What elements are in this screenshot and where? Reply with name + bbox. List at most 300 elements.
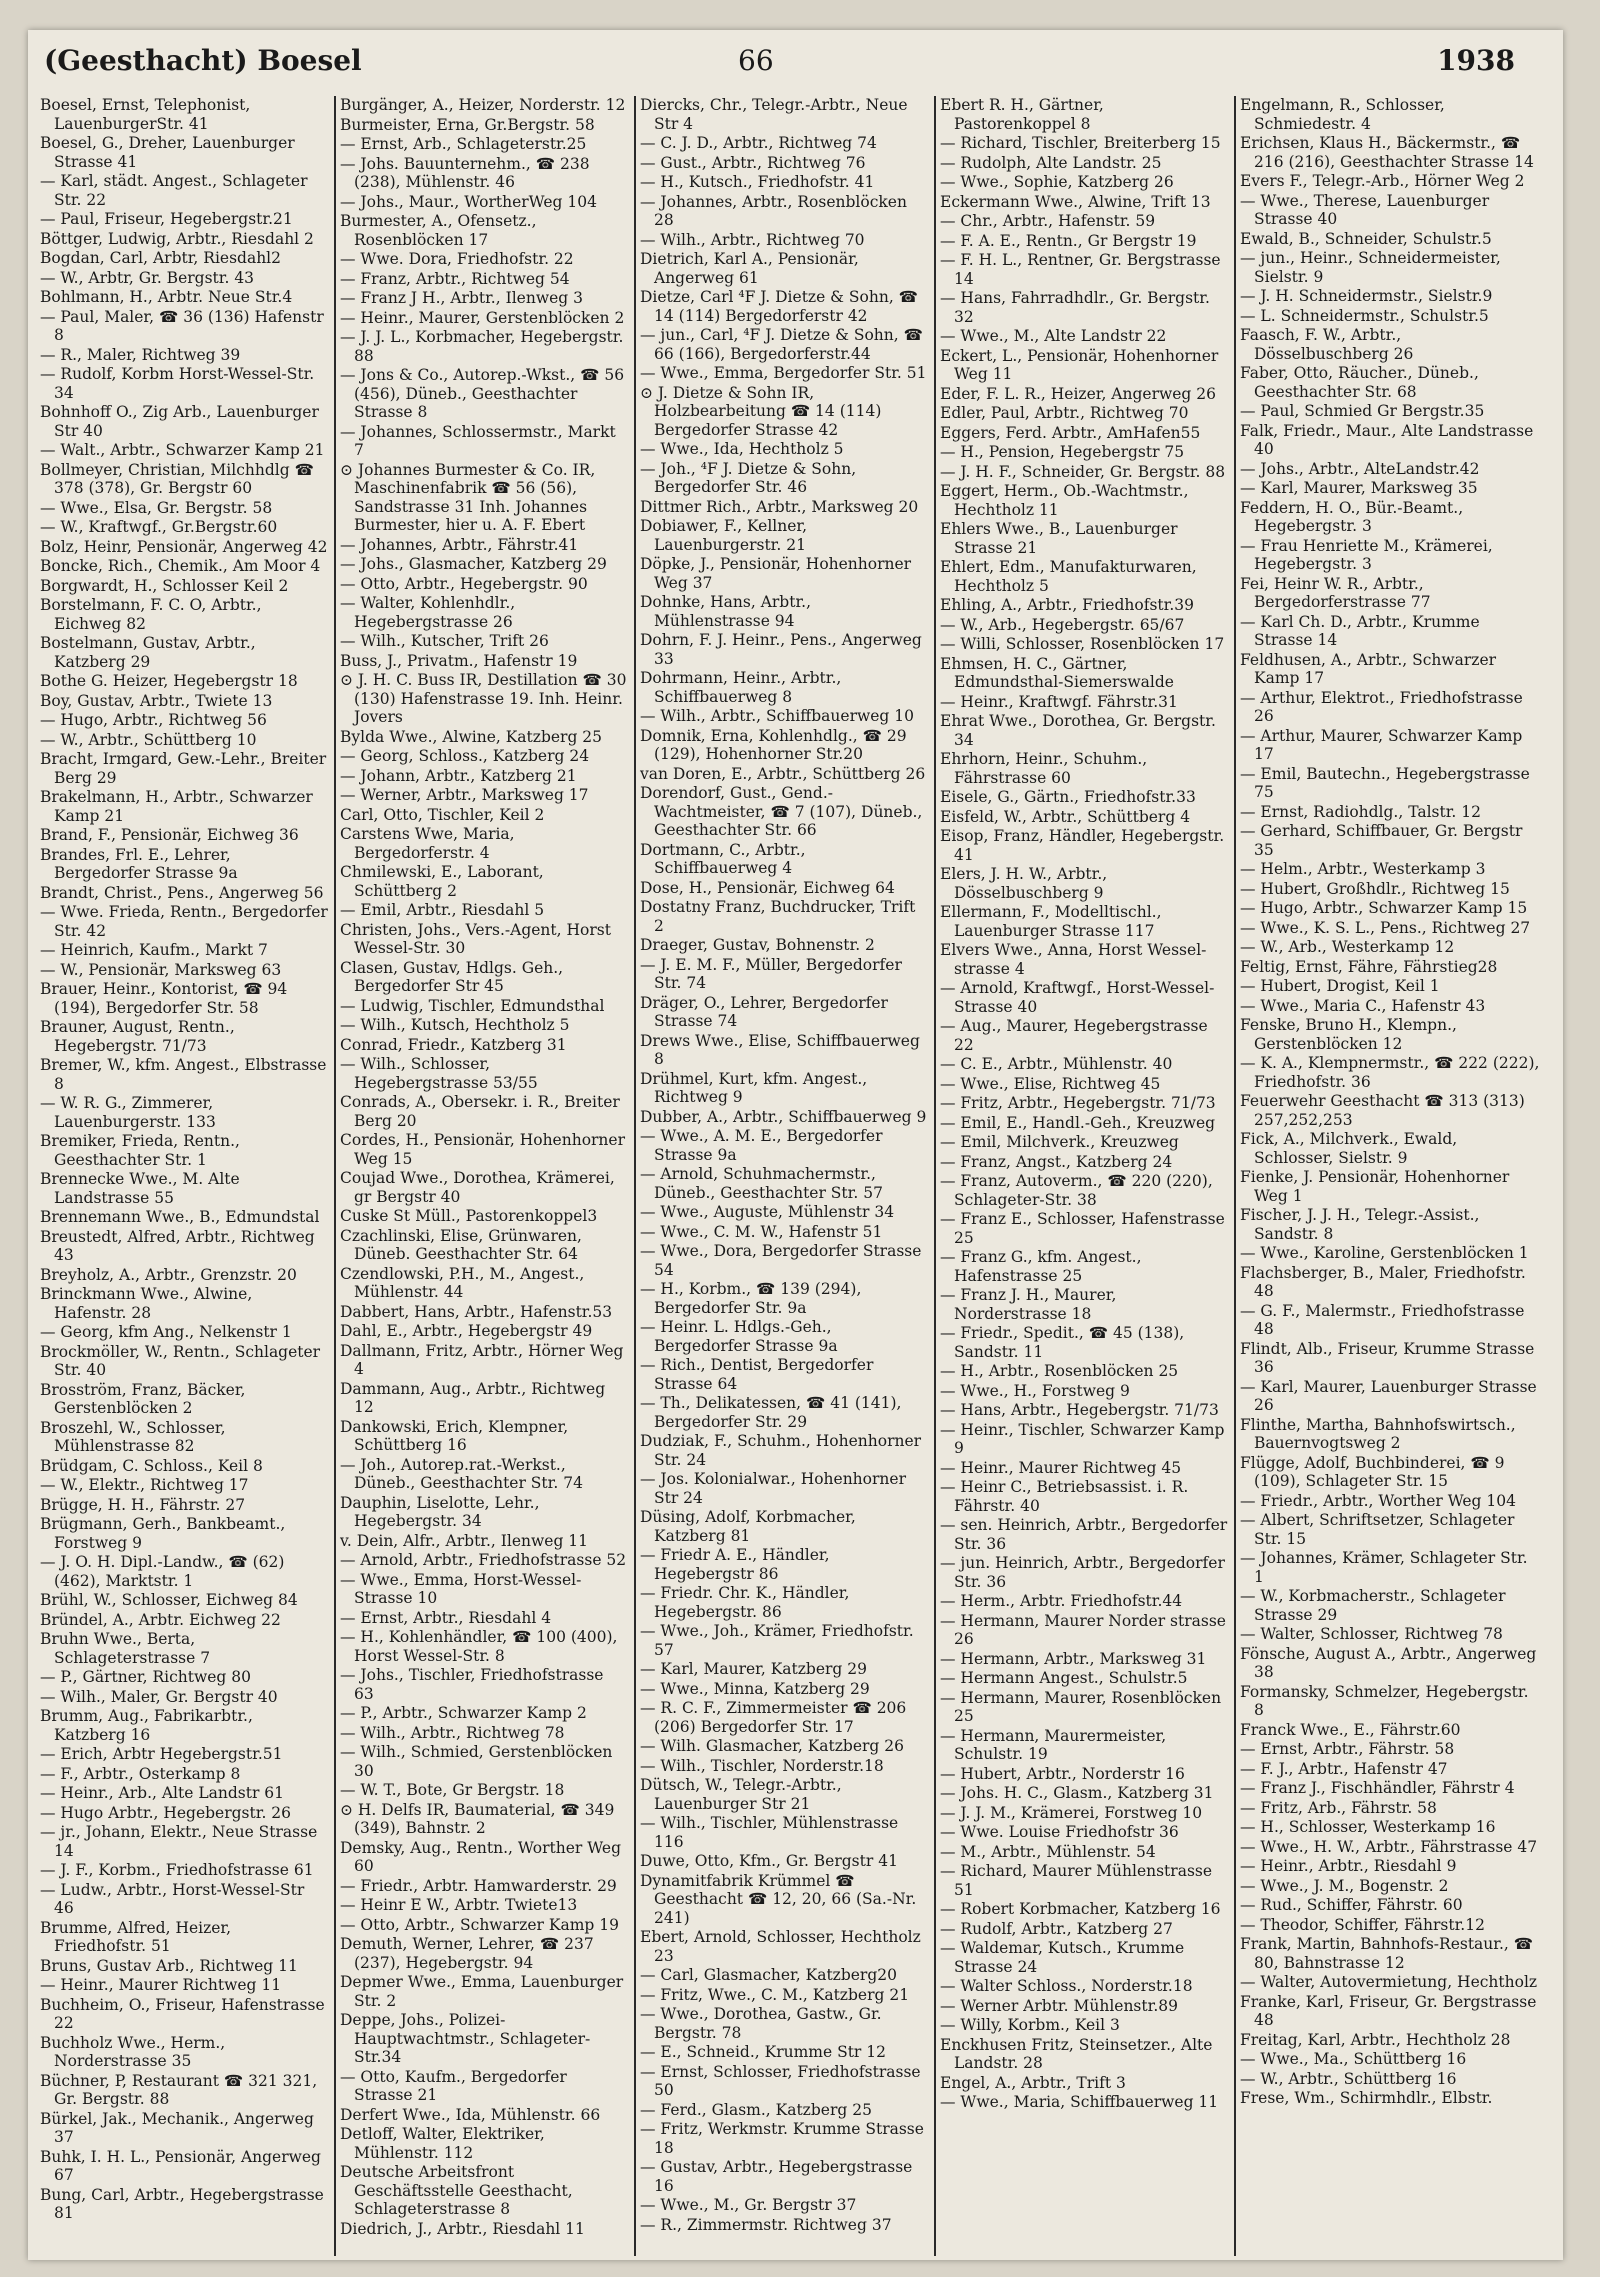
directory-entry: — Wwe., Karoline, Gerstenblöcken 1 bbox=[1240, 1244, 1529, 1262]
directory-entry: — Karl, Maurer, Katzberg 29 bbox=[640, 1660, 867, 1678]
directory-entry: Franke, Karl, Friseur, Gr. Bergstrasse 48 bbox=[1240, 1992, 1537, 2029]
directory-entry: — Wilh., Tischler, Mühlenstrasse 116 bbox=[640, 1814, 899, 1851]
directory-entry: — H., Schlosser, Westerkamp 16 bbox=[1240, 1818, 1496, 1836]
directory-entry: Boy, Gustav, Arbtr., Twiete 13 bbox=[40, 691, 273, 710]
directory-entry: — Richard, Maurer Mühlenstrasse 51 bbox=[940, 1862, 1213, 1899]
directory-entry: Fönsche, August A., Arbtr., Angerweg 38 bbox=[1240, 1644, 1537, 1681]
directory-entry: Broszehl, W., Schlosser, Mühlenstrasse 82 bbox=[40, 1418, 226, 1455]
directory-entry: — C. J. D., Arbtr., Richtweg 74 bbox=[640, 134, 877, 152]
directory-entry: Eckermann Wwe., Alwine, Trift 13 bbox=[940, 192, 1211, 211]
directory-entry: — Wilh., Schmied, Gerstenblöcken 30 bbox=[340, 1743, 613, 1780]
directory-entry: — Wwe., H. W., Arbtr., Fährstrasse 47 bbox=[1240, 1837, 1538, 1856]
directory-entry: — Emil, Milchverk., Kreuzweg bbox=[940, 1133, 1179, 1151]
directory-entry: Feddern, H. O., Bür.-Beamt., Hegebergstr. 3 bbox=[1240, 498, 1464, 535]
directory-entry: Conrad, Friedr., Katzberg 31 bbox=[340, 1035, 567, 1054]
directory-entry: — Frau Henriette M., Krämerei, Hegebergstr. 3 bbox=[1240, 536, 1493, 573]
directory-entry: — Rich., Dentist, Bergedorfer Strasse 64 bbox=[640, 1356, 874, 1393]
directory-entry: Bürkel, Jak., Mechanik., Angerweg 37 bbox=[40, 2109, 314, 2146]
directory-entry: Fenske, Bruno H., Klempn., Gerstenblöcken 12 bbox=[1240, 1016, 1457, 1053]
directory-entry: — Fritz, Werkmstr. Krumme Strasse 18 bbox=[640, 2120, 924, 2157]
directory-entry: — Hermann Angest., Schulstr.5 bbox=[940, 1669, 1188, 1687]
directory-entry: — Franz E., Schlosser, Hafenstrasse 25 bbox=[940, 1210, 1225, 1247]
directory-entry: — Johs., Arbtr., AlteLandstr.42 bbox=[1240, 459, 1480, 478]
directory-entry: Buhk, I. H. L., Pensionär, Angerweg 67 bbox=[40, 2147, 321, 2184]
directory-entry: Drews Wwe., Elise, Schiffbauerweg 8 bbox=[640, 1031, 920, 1068]
directory-entry: — Karl Ch. D., Arbtr., Krumme Strasse 14 bbox=[1240, 612, 1480, 649]
directory-entry: — J. F., Korbm., Friedhofstrasse 61 bbox=[40, 1861, 314, 1879]
directory-entry: — W., Arb., Westerkamp 12 bbox=[1240, 938, 1455, 956]
directory-entry: Breustedt, Alfred, Arbtr., Richtweg 43 bbox=[40, 1227, 315, 1264]
directory-entry: Ebert, Arnold, Schlosser, Hechtholz 23 bbox=[640, 1928, 921, 1965]
directory-entry: — sen. Heinrich, Arbtr., Bergedorfer Str. 36 bbox=[940, 1516, 1228, 1553]
directory-entry: — Walter, Kohlenhdlr., Hegebergstrasse 26 bbox=[340, 594, 516, 631]
directory-entry: — W. R. G., Zimmerer, Lauenburgerstr. 133 bbox=[40, 1094, 216, 1131]
directory-entry: — E., Schneid., Krumme Str 12 bbox=[640, 2043, 886, 2061]
directory-entry: — Herm., Arbtr. Friedhofstr.44 bbox=[940, 1592, 1183, 1610]
directory-entry: Burmeister, Erna, Gr.Bergstr. 58 bbox=[340, 115, 595, 134]
directory-entry: Bylda Wwe., Alwine, Katzberg 25 bbox=[340, 727, 603, 746]
directory-entry: Deppe, Johs., Polizei-Hauptwachtmstr., Schlageter-Str.34 bbox=[340, 2011, 591, 2066]
directory-entry: Eder, F. L. R., Heizer, Angerweg 26 bbox=[940, 384, 1217, 403]
directory-entry: — Fritz, Wwe., C. M., Katzberg 21 bbox=[640, 1985, 910, 2004]
directory-entry: Fick, A., Milchverk., Ewald, Schlosser, Sielstr. 9 bbox=[1240, 1130, 1458, 1167]
directory-entry: — Friedr A. E., Händler, Hegebergstr 86 bbox=[640, 1546, 830, 1583]
directory-entry: — Heinr., Maurer Richtweg 11 bbox=[40, 1976, 282, 1994]
directory-entry: — Willy, Korbm., Keil 3 bbox=[940, 2016, 1120, 2034]
directory-entry: Burmester, A., Ofensetz., Rosenblöcken 17 bbox=[340, 212, 537, 249]
directory-entry: — W., Kraftwgf., Gr.Bergstr.60 bbox=[40, 518, 278, 536]
directory-entry: — Erich, Arbtr Hegebergstr.51 bbox=[40, 1745, 283, 1763]
directory-entry: Brügge, H. H., Fährstr. 27 bbox=[40, 1495, 246, 1514]
directory-entry: — jun., Carl, ⁴F J. Dietze & Sohn, ☎ 66 (166), Bergedorferstr.44 bbox=[640, 326, 923, 363]
directory-columns bbox=[36, 96, 1556, 2256]
directory-entry: — Ferd., Glasm., Katzberg 25 bbox=[640, 2100, 872, 2119]
directory-entry: — Karl, Maurer, Lauenburger Strasse 26 bbox=[1240, 1377, 1537, 1414]
directory-entry: Derfert Wwe., Ida, Mühlenstr. 66 bbox=[340, 2105, 601, 2124]
directory-entry: Dudziak, F., Schuhm., Hohenhorner Str. 24 bbox=[640, 1432, 922, 1469]
directory-entry: — Wwe., Emma, Horst-Wessel-Strasse 10 bbox=[340, 1570, 582, 1607]
directory-entry: Brügmann, Gerh., Bankbeamt., Forstweg 9 bbox=[40, 1515, 286, 1552]
directory-entry: Dittmer Rich., Arbtr., Marksweg 20 bbox=[640, 497, 919, 516]
directory-entry: — Johannes, Arbtr., Rosenblöcken 28 bbox=[640, 192, 907, 229]
directory-entry: Frank, Martin, Bahnhofs-Restaur., ☎ 80, Bahnstrasse 12 bbox=[1240, 1935, 1534, 1972]
directory-entry: Depmer Wwe., Emma, Lauenburger Str. 2 bbox=[340, 1973, 624, 2010]
directory-entry: Eisfeld, W., Arbtr., Schüttberg 4 bbox=[940, 807, 1191, 826]
directory-entry: — G. F., Malermstr., Friedhofstrasse 48 bbox=[1240, 1301, 1525, 1338]
directory-entry: — Wilh., Arbtr., Schiffbauerweg 10 bbox=[640, 707, 914, 725]
directory-entry: Engel, A., Arbtr., Trift 3 bbox=[940, 2073, 1126, 2092]
directory-entry: Dankowski, Erich, Klempner, Schüttberg 16 bbox=[340, 1417, 569, 1454]
directory-entry: — Hermann, Maurermeister, Schulstr. 19 bbox=[940, 1726, 1167, 1763]
directory-entry: — Wwe., M., Gr. Bergstr 37 bbox=[640, 2196, 857, 2214]
directory-entry: — Walter, Autovermietung, Hechtholz bbox=[1240, 1973, 1538, 1991]
directory-entry: Enckhusen Fritz, Steinsetzer., Alte Landstr. 28 bbox=[940, 2035, 1213, 2072]
directory-entry: — L. Schneidermstr., Schulstr.5 bbox=[1240, 306, 1489, 325]
column-3 bbox=[634, 96, 932, 2256]
directory-entry: Drühmel, Kurt, kfm. Angest., Richtweg 9 bbox=[640, 1069, 868, 1106]
directory-entry: Dynamitfabrik Krümmel ☎ Geesthacht ☎ 12, 20, 66 (Sa.-Nr. 241) bbox=[640, 1871, 917, 1927]
directory-entry: Ebert R. H., Gärtner, Pastorenkoppel 8 bbox=[940, 96, 1104, 133]
directory-entry: — Walter Schloss., Norderstr.18 bbox=[940, 1977, 1193, 1995]
directory-entry: — C. E., Arbtr., Mühlenstr. 40 bbox=[940, 1055, 1173, 1073]
directory-entry: — Wilh., Kutscher, Trift 26 bbox=[340, 632, 549, 650]
directory-entry: — Georg, Schloss., Katzberg 24 bbox=[340, 747, 590, 765]
directory-entry: — Johann, Arbtr., Katzberg 21 bbox=[340, 766, 577, 785]
header-location: (Geesthacht) Boesel bbox=[44, 44, 362, 77]
directory-entry: Brakelmann, H., Arbtr., Schwarzer Kamp 21 bbox=[40, 788, 313, 825]
directory-entry: Brandt, Christ., Pens., Angerweg 56 bbox=[40, 883, 324, 902]
directory-entry: Brumme, Alfred, Heizer, Friedhofstr. 51 bbox=[40, 1918, 232, 1955]
directory-entry: — Friedr. Chr. K., Händler, Hegebergstr. 86 bbox=[640, 1584, 850, 1621]
directory-entry: — Arthur, Elektrot., Friedhofstrasse 26 bbox=[1240, 688, 1523, 725]
directory-entry: Ehmsen, H. C., Gärtner, Edmundsthal-Siemerswalde bbox=[940, 654, 1174, 691]
directory-entry: ⊙ H. Delfs IR, Baumaterial, ☎ 349 (349), Bahnstr. 2 bbox=[340, 1800, 615, 1837]
directory-entry: Fischer, J. J. H., Telegr.-Assist., Sandstr. 8 bbox=[1240, 1206, 1480, 1243]
directory-entry: Dobiawer, F., Kellner, Lauenburgerstr. 21 bbox=[640, 517, 808, 554]
directory-entry: — Gustav, Arbtr., Hegebergstrasse 16 bbox=[640, 2158, 913, 2195]
directory-page bbox=[28, 30, 1563, 2260]
directory-entry: Dabbert, Hans, Arbtr., Hafenstr.53 bbox=[340, 1302, 613, 1321]
directory-entry: — Friedr., Arbtr., Worther Weg 104 bbox=[1240, 1491, 1516, 1510]
directory-entry: — Heinr., Arb., Alte Landstr 61 bbox=[40, 1784, 285, 1802]
directory-entry: — Walt., Arbtr., Schwarzer Kamp 21 bbox=[40, 441, 325, 459]
directory-entry: — J. O. H. Dipl.-Landw., ☎ (62) (462), Marktstr. 1 bbox=[40, 1553, 285, 1590]
directory-entry: — J. J. M., Krämerei, Forstweg 10 bbox=[940, 1803, 1203, 1822]
directory-entry: — Paul, Schmied Gr Bergstr.35 bbox=[1240, 402, 1485, 420]
directory-entry: — Wwe., Minna, Katzberg 29 bbox=[640, 1679, 870, 1698]
directory-entry: Bolz, Heinr, Pensionär, Angerweg 42 bbox=[40, 537, 328, 556]
directory-entry: — Wwe., Ida, Hechtholz 5 bbox=[640, 440, 844, 458]
directory-entry: — Ernst, Schlosser, Friedhofstrasse 50 bbox=[640, 2062, 921, 2099]
directory-entry: — Heinr., Arbtr., Riesdahl 9 bbox=[1240, 1857, 1457, 1875]
directory-entry: — Otto, Arbtr., Schwarzer Kamp 19 bbox=[340, 1915, 619, 1934]
directory-entry: Brand, F., Pensionär, Eichweg 36 bbox=[40, 826, 299, 844]
directory-entry: — Franz, Angst., Katzberg 24 bbox=[940, 1152, 1173, 1171]
directory-entry: — Johannes, Schlossermstr., Markt 7 bbox=[340, 422, 616, 459]
directory-entry: — Otto, Kaufm., Bergedorfer Strasse 21 bbox=[340, 2067, 567, 2104]
directory-entry: Feltig, Ernst, Fähre, Fährstieg28 bbox=[1240, 957, 1498, 976]
directory-entry: Cuske St Müll., Pastorenkoppel3 bbox=[340, 1207, 598, 1225]
directory-entry: — Heinr., Kraftwgf. Fährstr.31 bbox=[940, 692, 1178, 711]
directory-entry: — Hans, Fahrradhdlr., Gr. Bergstr. 32 bbox=[940, 289, 1210, 326]
directory-entry: Dohrmann, Heinr., Arbtr., Schiffbauerweg 8 bbox=[640, 669, 842, 706]
directory-entry: Dortmann, C., Arbtr., Schiffbauerweg 4 bbox=[640, 840, 806, 877]
directory-entry: Dietze, Carl ⁴F J. Dietze & Sohn, ☎ 14 (114) Bergedorferstr 42 bbox=[640, 288, 918, 325]
directory-entry: Dohrn, F. J. Heinr., Pens., Angerweg 33 bbox=[640, 631, 922, 668]
directory-entry: Düsing, Adolf, Korbmacher, Katzberg 81 bbox=[640, 1508, 856, 1545]
directory-entry: — Willi, Schlosser, Rosenblöcken 17 bbox=[940, 635, 1225, 653]
directory-entry: Bründel, A., Arbtr. Eichweg 22 bbox=[40, 1610, 281, 1629]
directory-entry: — Otto, Arbtr., Hegebergstr. 90 bbox=[340, 574, 588, 593]
directory-entry: Diercks, Chr., Telegr.-Arbtr., Neue Str 4 bbox=[640, 96, 908, 133]
directory-entry: — Jos. Kolonialwar., Hohenhorner Str 24 bbox=[640, 1470, 906, 1507]
directory-entry: — Wwe., Elsa, Gr. Bergstr. 58 bbox=[40, 498, 273, 517]
directory-entry: — Johs. Bauunternehm., ☎ 238 (238), Mühlenstr. 46 bbox=[340, 154, 590, 191]
directory-entry: — Fritz, Arbtr., Hegebergstr. 71/73 bbox=[940, 1094, 1216, 1112]
directory-entry: — Wwe., K. S. L., Pens., Richtweg 27 bbox=[1240, 918, 1531, 937]
directory-entry: ⊙ J. Dietze & Sohn IR, Holzbearbeitung ☎ 14 (114) Bergedorfer Strasse 42 bbox=[640, 383, 882, 439]
directory-entry: — Wwe., Elise, Richtweg 45 bbox=[940, 1074, 1161, 1093]
directory-entry: — Heinr., Maurer, Gerstenblöcken 2 bbox=[340, 308, 625, 327]
directory-entry: — W., Arbtr., Schüttberg 10 bbox=[40, 730, 257, 749]
directory-entry: — Emil, Arbtr., Riesdahl 5 bbox=[340, 901, 545, 919]
directory-entry: — Franz, Arbtr., Richtweg 54 bbox=[340, 269, 570, 288]
directory-entry: — Theodor, Schiffer, Fährstr.12 bbox=[1240, 1915, 1485, 1934]
directory-entry: — Wwe., Dora, Bergedorfer Strasse 54 bbox=[640, 1242, 922, 1279]
directory-entry: Feuerwehr Geesthacht ☎ 313 (313) 257,252,253 bbox=[1240, 1092, 1525, 1129]
directory-entry: Formansky, Schmelzer, Hegebergstr. 8 bbox=[1240, 1682, 1529, 1719]
directory-entry: Bogdan, Carl, Arbtr, Riesdahl2 bbox=[40, 249, 281, 267]
directory-entry: Deutsche Arbeitsfront Geschäftsstelle Geesthacht, Schlageterstrasse 8 bbox=[340, 2163, 573, 2218]
directory-entry: — Wwe., H., Forstweg 9 bbox=[940, 1381, 1130, 1400]
directory-entry: — Friedr., Spedit., ☎ 45 (138), Sandstr. 11 bbox=[940, 1324, 1185, 1361]
directory-entry: — Arthur, Maurer, Schwarzer Kamp 17 bbox=[1240, 726, 1523, 763]
directory-entry: Cordes, H., Pensionär, Hohenhorner Weg 15 bbox=[340, 1131, 625, 1168]
directory-entry: — Johs., Tischler, Friedhofstrasse 63 bbox=[340, 1666, 604, 1703]
directory-entry: Ellermann, F., Modelltischl., Lauenburger Strasse 117 bbox=[940, 903, 1162, 940]
directory-entry: — J. E. M. F., Müller, Bergedorfer Str. 74 bbox=[640, 955, 902, 992]
directory-entry: — Werner, Arbtr., Marksweg 17 bbox=[340, 786, 589, 804]
directory-entry: — Heinr E W., Arbtr. Twiete13 bbox=[340, 1896, 578, 1914]
directory-entry: — Wwe., Auguste, Mühlenstr 34 bbox=[640, 1203, 895, 1221]
directory-entry: Brüdgam, C. Schloss., Keil 8 bbox=[40, 1456, 263, 1475]
directory-entry: Evers F., Telegr.-Arb., Hörner Weg 2 bbox=[1240, 172, 1525, 190]
directory-entry: — Robert Korbmacher, Katzberg 16 bbox=[940, 1900, 1221, 1918]
directory-entry: Conrads, A., Obersekr. i. R., Breiter Berg 20 bbox=[340, 1093, 620, 1130]
directory-entry: Detloff, Walter, Elektriker, Mühlenstr. 112 bbox=[340, 2125, 545, 2162]
directory-entry: — Jons & Co., Autorep.-Wkst., ☎ 56 (456), Düneb., Geesthachter Strasse 8 bbox=[340, 366, 625, 421]
directory-entry: — Johannes, Krämer, Schlageter Str. 1 bbox=[1240, 1549, 1528, 1586]
directory-entry: — F., Arbtr., Osterkamp 8 bbox=[40, 1764, 241, 1783]
directory-entry: Brühl, W., Schlosser, Eichweg 84 bbox=[40, 1591, 298, 1609]
directory-entry: — Rudolf, Arbtr., Katzberg 27 bbox=[940, 1919, 1173, 1938]
directory-entry: — H., Kutsch., Friedhofstr. 41 bbox=[640, 173, 875, 191]
directory-entry: Demsky, Aug., Rentn., Worther Weg 60 bbox=[340, 1838, 621, 1875]
directory-entry: — Wwe. Frieda, Rentn., Bergedorfer Str. 42 bbox=[40, 903, 328, 940]
directory-entry: — W., Arb., Hegebergstr. 65/67 bbox=[940, 615, 1185, 634]
directory-entry: Flügge, Adolf, Buchbinderei, ☎ 9 (109), Schlageter Str. 15 bbox=[1240, 1453, 1505, 1490]
directory-entry: — Joh., Autorep.rat.-Werkst., Düneb., Geesthachter Str. 74 bbox=[340, 1455, 583, 1492]
directory-entry: — Wwe., Joh., Krämer, Friedhofstr. 57 bbox=[640, 1622, 914, 1659]
directory-entry: Carstens Wwe, Maria, Bergedorferstr. 4 bbox=[340, 825, 515, 862]
directory-entry: Dubber, A., Arbtr., Schiffbauerweg 9 bbox=[640, 1107, 927, 1126]
directory-entry: — R. C. F., Zimmermeister ☎ 206 (206) Bergedorfer Str. 17 bbox=[640, 1699, 907, 1736]
directory-entry: Flachsberger, B., Maler, Friedhofstr. 48 bbox=[1240, 1263, 1526, 1300]
directory-entry: — Albert, Schriftsetzer, Schlageter Str. 15 bbox=[1240, 1511, 1515, 1548]
directory-entry: Brinckmann Wwe., Alwine, Hafenstr. 28 bbox=[40, 1285, 253, 1322]
directory-entry: Eisele, G., Gärtn., Friedhofstr.33 bbox=[940, 788, 1196, 806]
directory-entry: — Hermann, Maurer, Rosenblöcken 25 bbox=[940, 1688, 1222, 1725]
directory-entry: Faber, Otto, Räucher., Düneb., Geesthachter Str. 68 bbox=[1240, 364, 1479, 401]
directory-entry: Ehling, A., Arbtr., Friedhofstr.39 bbox=[940, 596, 1194, 614]
directory-entry: Flinthe, Martha, Bahnhofswirtsch., Bauernvogtsweg 2 bbox=[1240, 1415, 1516, 1452]
directory-entry: — Ludwig, Tischler, Edmundsthal bbox=[340, 996, 605, 1015]
directory-entry: — H., Kohlenhändler, ☎ 100 (400), Horst Wessel-Str. 8 bbox=[340, 1628, 618, 1665]
directory-entry: Brauer, Heinr., Kontorist, ☎ 94 (194), Bergedorfer Str. 58 bbox=[40, 980, 288, 1017]
directory-entry: — Hubert, Arbtr., Norderstr 16 bbox=[940, 1764, 1185, 1783]
directory-entry: — F. A. E., Rentn., Gr Bergstr 19 bbox=[940, 231, 1197, 250]
directory-entry: Buchholz Wwe., Herm., Norderstrasse 35 bbox=[40, 2033, 226, 2070]
directory-entry: Boesel, G., Dreher, Lauenburger Strasse 41 bbox=[40, 134, 295, 171]
directory-entry: Dorendorf, Gust., Gend.-Wachtmeister, ☎ 7 (107), Düneb., Geesthachter Str. 66 bbox=[640, 784, 923, 839]
directory-entry: — Johs., Glasmacher, Katzberg 29 bbox=[340, 555, 607, 573]
directory-entry: Ehrat Wwe., Dorothea, Gr. Bergstr. 34 bbox=[940, 712, 1216, 749]
directory-entry: Carl, Otto, Tischler, Keil 2 bbox=[340, 805, 545, 824]
directory-entry: Frese, Wm., Schirmhdlr., Elbstr. bbox=[1240, 2089, 1493, 2107]
directory-entry: — Fritz, Arb., Fährstr. 58 bbox=[1240, 1798, 1437, 1817]
directory-entry: Brockmöller, W., Rentn., Schlageter Str. 40 bbox=[40, 1342, 321, 1379]
directory-entry: — Ernst, Arb., Schlageterstr.25 bbox=[340, 135, 587, 153]
directory-entry: Brumm, Aug., Fabrikarbtr., Katzberg 16 bbox=[40, 1707, 253, 1744]
directory-entry: — Wilh., Arbtr., Richtweg 70 bbox=[640, 230, 865, 249]
directory-entry: — Wwe., Sophie, Katzberg 26 bbox=[940, 173, 1174, 191]
directory-entry: — Wwe., A. M. E., Bergedorfer Strasse 9a bbox=[640, 1127, 883, 1164]
directory-entry: — Werner Arbtr. Mühlenstr.89 bbox=[940, 1996, 1178, 2015]
directory-entry: — Heinrich, Kaufm., Markt 7 bbox=[40, 941, 268, 959]
directory-entry: Christen, Johs., Vers.-Agent, Horst Wessel-Str. 30 bbox=[340, 920, 611, 957]
directory-entry: Falk, Friedr., Maur., Alte Landstrasse 40 bbox=[1240, 421, 1534, 458]
directory-entry: — Wwe., M., Alte Landstr 22 bbox=[940, 327, 1167, 345]
directory-entry: — jun. Heinrich, Arbtr., Bergedorfer Str. 36 bbox=[940, 1554, 1225, 1591]
directory-entry: — Wilh., Tischler, Norderstr.18 bbox=[640, 1756, 884, 1775]
directory-entry: — Hugo, Arbtr., Richtweg 56 bbox=[40, 711, 267, 729]
column-1 bbox=[36, 96, 332, 2256]
directory-entry: — Gust., Arbtr., Richtweg 76 bbox=[640, 153, 866, 172]
directory-entry: — J. J. L., Korbmacher, Hegebergstr. 88 bbox=[340, 328, 624, 365]
directory-entry: — Aug., Maurer, Hegebergstrasse 22 bbox=[940, 1017, 1208, 1054]
directory-entry: Dräger, O., Lehrer, Bergedorfer Strasse 74 bbox=[640, 993, 888, 1030]
directory-entry: — P., Gärtner, Richtweg 80 bbox=[40, 1668, 252, 1686]
directory-entry: — M., Arbtr., Mühlenstr. 54 bbox=[940, 1842, 1156, 1861]
directory-entry: — W., Pensionär, Marksweg 63 bbox=[40, 960, 282, 979]
directory-entry: Boncke, Rich., Chemik., Am Moor 4 bbox=[40, 557, 321, 575]
directory-entry: Eggers, Ferd. Arbtr., AmHafen55 bbox=[940, 423, 1201, 442]
directory-entry: Borgwardt, H., Schlosser Keil 2 bbox=[40, 576, 289, 595]
directory-entry: Fei, Heinr W. R., Arbtr., Bergedorferstrasse 77 bbox=[1240, 574, 1431, 611]
directory-entry: Czendlowski, P.H., M., Angest., Mühlenstr. 44 bbox=[340, 1264, 585, 1301]
directory-entry: — Hermann, Arbtr., Marksweg 31 bbox=[940, 1649, 1207, 1668]
directory-entry: — Wwe., Maria, Schiffbauerweg 11 bbox=[940, 2093, 1219, 2111]
directory-entry: Dostatny Franz, Buchdrucker, Trift 2 bbox=[640, 898, 916, 935]
directory-entry: — Emil, Bautechn., Hegebergstrasse 75 bbox=[1240, 764, 1530, 801]
directory-entry: Eckert, L., Pensionär, Hohenhorner Weg 11 bbox=[940, 346, 1219, 383]
directory-entry: — F. J., Arbtr., Hafenstr 47 bbox=[1240, 1759, 1448, 1778]
directory-entry: — Rud., Schiffer, Fährstr. 60 bbox=[1240, 1896, 1463, 1914]
directory-entry: Dütsch, W., Telegr.-Arbtr., Lauenburger Str 21 bbox=[640, 1776, 842, 1813]
directory-entry: — Wilh., Schlosser, Hegebergstrasse 53/55 bbox=[340, 1055, 538, 1092]
directory-entry: Eisop, Franz, Händler, Hegebergstr. 41 bbox=[940, 827, 1225, 864]
directory-entry: — Paul, Maler, ☎ 36 (136) Hafenstr 8 bbox=[40, 307, 324, 344]
directory-entry: — W. T., Bote, Gr Bergstr. 18 bbox=[340, 1781, 565, 1799]
directory-entry: — Th., Delikatessen, ☎ 41 (141), Bergedorfer Str. 29 bbox=[640, 1394, 902, 1431]
directory-entry: — W., Korbmacherstr., Schlageter Strasse 29 bbox=[1240, 1587, 1506, 1624]
directory-entry: Boesel, Ernst, Telephonist, LauenburgerStr. 41 bbox=[40, 96, 251, 133]
directory-entry: — H., Arbtr., Rosenblöcken 25 bbox=[940, 1362, 1179, 1380]
directory-entry: — Karl, Maurer, Marksweg 35 bbox=[1240, 479, 1478, 497]
directory-entry: v. Dein, Alfr., Arbtr., Ilenweg 11 bbox=[340, 1531, 589, 1550]
directory-entry: — Chr., Arbtr., Hafenstr. 59 bbox=[940, 212, 1156, 230]
directory-entry: Elers, J. H. W., Arbtr., Dösselbuschberg 9 bbox=[940, 865, 1108, 902]
directory-entry: — Franz J. H., Maurer, Norderstrasse 18 bbox=[940, 1286, 1117, 1323]
directory-entry: — Wilh., Arbtr., Richtweg 78 bbox=[340, 1723, 565, 1742]
directory-entry: — H., Korbm., ☎ 139 (294), Bergedorfer Str. 9a bbox=[640, 1280, 862, 1317]
directory-entry: — Arnold, Kraftwgf., Horst-Wessel-Strasse 40 bbox=[940, 979, 1215, 1016]
directory-entry: Clasen, Gustav, Hdlgs. Geh., Bergedorfer Str 45 bbox=[340, 958, 564, 995]
directory-entry: Dohnke, Hans, Arbtr., Mühlenstrasse 94 bbox=[640, 593, 812, 630]
directory-entry: — Walter, Schlosser, Richtweg 78 bbox=[1240, 1625, 1503, 1643]
directory-entry: Breyholz, A., Arbtr., Grenzstr. 20 bbox=[40, 1265, 297, 1284]
directory-entry: ⊙ Johannes Burmester & Co. IR, Maschinenfabrik ☎ 56 (56), Sandstrasse 31 Inh. Johannes Burmester, hier u. A. F. Ebert bbox=[340, 460, 596, 534]
directory-entry: — jr., Johann, Elektr., Neue Strasse 14 bbox=[40, 1823, 318, 1860]
directory-entry: Engelmann, R., Schlosser, Schmiedestr. 4 bbox=[1240, 96, 1445, 133]
directory-entry: Fienke, J. Pensionär, Hohenhorner Weg 1 bbox=[1240, 1168, 1510, 1205]
directory-entry: — Wwe. Dora, Friedhofstr. 22 bbox=[340, 250, 574, 268]
directory-entry: Coujad Wwe., Dorothea, Krämerei, gr Bergstr 40 bbox=[340, 1169, 615, 1206]
directory-entry: — Hans, Arbtr., Hegebergstr. 71/73 bbox=[940, 1401, 1219, 1419]
directory-entry: — Richard, Tischler, Breiterberg 15 bbox=[940, 134, 1221, 152]
directory-entry: — Wwe., C. M. W., Hafenstr 51 bbox=[640, 1222, 883, 1241]
directory-entry: — Hubert, Großhdlr., Richtweg 15 bbox=[1240, 879, 1510, 898]
directory-entry: Bremiker, Frieda, Rentn., Geesthachter Str. 1 bbox=[40, 1132, 240, 1169]
directory-entry: — W., Elektr., Richtweg 17 bbox=[40, 1476, 249, 1494]
directory-entry: — W., Arbtr, Gr. Bergstr. 43 bbox=[40, 268, 255, 287]
directory-entry: ⊙ J. H. C. Buss IR, Destillation ☎ 30 (130) Hafenstrasse 19. Inh. Heinr. Jovers bbox=[340, 671, 627, 726]
directory-entry: Burgänger, A., Heizer, Norderstr. 12 bbox=[340, 96, 626, 114]
directory-entry: — Hubert, Drogist, Keil 1 bbox=[1240, 977, 1440, 995]
directory-entry: Freitag, Karl, Arbtr., Hechtholz 28 bbox=[1240, 2030, 1511, 2049]
directory-entry: — Rudolf, Korbm Horst-Wessel-Str. 34 bbox=[40, 365, 315, 402]
column-2 bbox=[334, 96, 632, 2256]
directory-entry: Chmilewski, E., Laborant, Schüttberg 2 bbox=[340, 863, 544, 900]
directory-entry: Brauner, August, Rentn., Hegebergstr. 71/73 bbox=[40, 1018, 235, 1055]
directory-entry: — J. H. F., Schneider, Gr. Bergstr. 88 bbox=[940, 462, 1226, 481]
directory-entry: Duwe, Otto, Kfm., Gr. Bergstr 41 bbox=[640, 1852, 898, 1870]
directory-entry: — Wwe., Dorothea, Gastw., Gr. Bergstr. 78 bbox=[640, 2005, 882, 2042]
directory-entry: — Georg, kfm Ang., Nelkenstr 1 bbox=[40, 1323, 292, 1341]
directory-entry: Czachlinski, Elise, Grünwaren, Düneb. Geesthachter Str. 64 bbox=[340, 1226, 582, 1263]
directory-entry: — W., Arbtr., Schüttberg 16 bbox=[1240, 2069, 1457, 2088]
directory-entry: — Franz J H., Arbtr., Ilenweg 3 bbox=[340, 289, 583, 307]
directory-entry: van Doren, E., Arbtr., Schüttberg 26 bbox=[640, 764, 926, 783]
directory-entry: Bruhn Wwe., Berta, Schlageterstrasse 7 bbox=[40, 1630, 211, 1667]
directory-entry: — J. H. Schneidermstr., Sielstr.9 bbox=[1240, 287, 1493, 305]
directory-entry: — P., Arbtr., Schwarzer Kamp 2 bbox=[340, 1704, 587, 1722]
directory-entry: — Heinr., Tischler, Schwarzer Kamp 9 bbox=[940, 1420, 1225, 1457]
directory-entry: — Heinr. L. Hdlgs.-Geh., Bergedorfer Strasse 9a bbox=[640, 1318, 838, 1355]
directory-entry: Brandes, Frl. E., Lehrer, Bergedorfer Strasse 9a bbox=[40, 845, 238, 882]
directory-entry: — F. H. L., Rentner, Gr. Bergstrasse 14 bbox=[940, 251, 1221, 288]
directory-entry: — Gerhard, Schiffbauer, Gr. Bergstr 35 bbox=[1240, 822, 1523, 859]
directory-entry: Flindt, Alb., Friseur, Krumme Strasse 36 bbox=[1240, 1339, 1535, 1376]
directory-entry: — Franz J., Fischhändler, Fährstr 4 bbox=[1240, 1779, 1515, 1797]
directory-entry: Ehlers Wwe., B., Lauenburger Strasse 21 bbox=[940, 520, 1178, 557]
directory-entry: — Emil, E., Handl.-Geh., Kreuzweg bbox=[940, 1113, 1216, 1132]
directory-entry: Bothe G. Heizer, Hegebergstr 18 bbox=[40, 672, 298, 690]
directory-entry: Franck Wwe., E., Fährstr.60 bbox=[1240, 1720, 1461, 1739]
directory-entry: — Hugo Arbtr., Hegebergstr. 26 bbox=[40, 1803, 292, 1822]
directory-entry: — Franz G., kfm. Angest., Hafenstrasse 25 bbox=[940, 1248, 1142, 1285]
directory-entry: Borstelmann, F. C. O, Arbtr., Eichweg 82 bbox=[40, 596, 262, 633]
directory-entry: — Wilh., Kutsch, Hechtholz 5 bbox=[340, 1016, 570, 1034]
directory-entry: Ehrhorn, Heinr., Schuhm., Fährstrasse 60 bbox=[940, 750, 1148, 787]
directory-entry: Dose, H., Pensionär, Eichweg 64 bbox=[640, 878, 895, 897]
directory-entry: Demuth, Werner, Lehrer, ☎ 237 (237), Hegebergstr. 94 bbox=[340, 1935, 594, 1972]
directory-entry: — Joh., ⁴F J. Dietze & Sohn, Bergedorfer Str. 46 bbox=[640, 459, 857, 496]
directory-entry: — jun., Heinr., Schneidermeister, Sielstr. 9 bbox=[1240, 249, 1501, 286]
directory-entry: Draeger, Gustav, Bohnenstr. 2 bbox=[640, 936, 875, 954]
directory-entry: — H., Pension, Hegebergstr 75 bbox=[940, 443, 1185, 461]
directory-entry: — Heinr C., Betriebsassist. i. R. Fährstr. 40 bbox=[940, 1478, 1189, 1515]
